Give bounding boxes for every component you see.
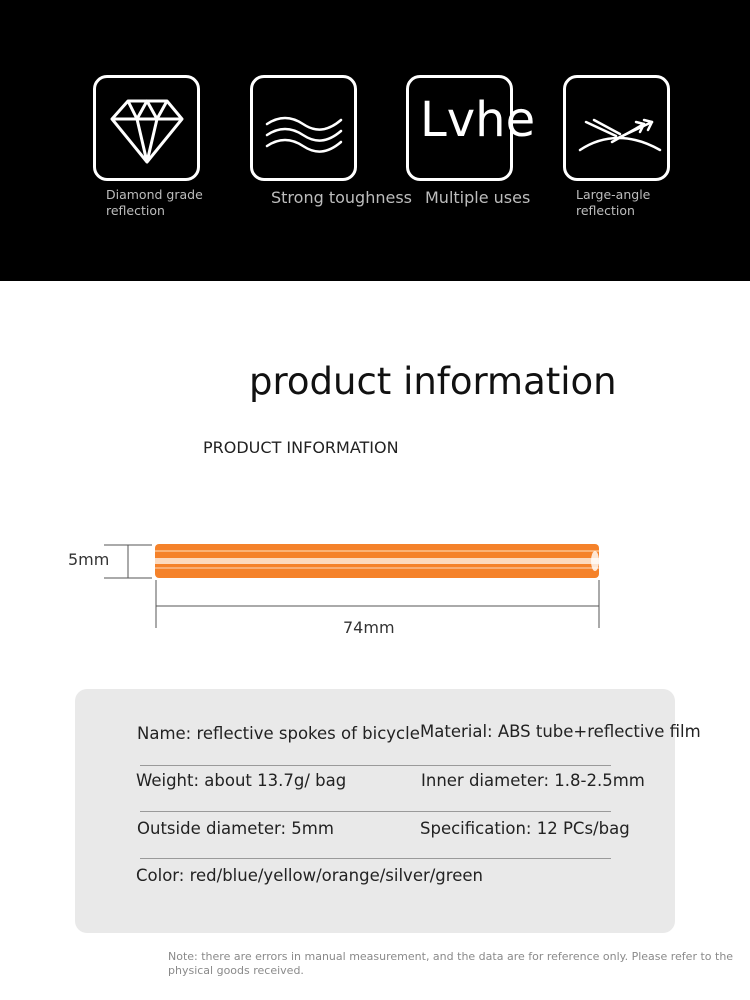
waves-icon	[253, 78, 354, 178]
length-dimension-label: 74mm	[343, 618, 395, 637]
page-title: product information	[249, 360, 617, 403]
spec-weight: Weight: about 13.7g/ bag	[136, 771, 347, 790]
page-subtitle: PRODUCT INFORMATION	[203, 438, 399, 457]
feature-label-toughness: Strong toughness	[271, 188, 412, 207]
spec-divider	[140, 811, 611, 812]
angle-reflection-icon	[566, 78, 667, 178]
measurement-note: Note: there are errors in manual measurement, and the data are for reference only. Please refer to the physical goods received.	[168, 950, 734, 977]
lvhe-logo: Lvhe	[420, 92, 536, 148]
feature-label-diamond: Diamond grade reflection	[106, 187, 203, 218]
spoke-tube	[155, 544, 599, 578]
feature-label-uses: Multiple uses	[425, 188, 531, 207]
diamond-icon	[96, 78, 197, 178]
spec-specification: Specification: 12 PCs/bag	[420, 819, 630, 838]
spec-material: Material: ABS tube+reflective film	[420, 722, 701, 741]
spec-outside-diameter: Outside diameter: 5mm	[137, 819, 334, 838]
feature-box-waves	[250, 75, 357, 181]
spec-name: Name: reflective spokes of bicycle	[137, 724, 420, 743]
feature-label-angle: Large-angle reflection	[576, 187, 651, 218]
spec-divider	[140, 765, 611, 766]
spec-color: Color: red/blue/yellow/orange/silver/green	[136, 866, 483, 885]
height-dimension-label: 5mm	[68, 550, 110, 569]
spec-divider	[140, 858, 611, 859]
feature-box-diamond	[93, 75, 200, 181]
spec-inner-diameter: Inner diameter: 1.8-2.5mm	[421, 771, 645, 790]
feature-box-angle	[563, 75, 670, 181]
